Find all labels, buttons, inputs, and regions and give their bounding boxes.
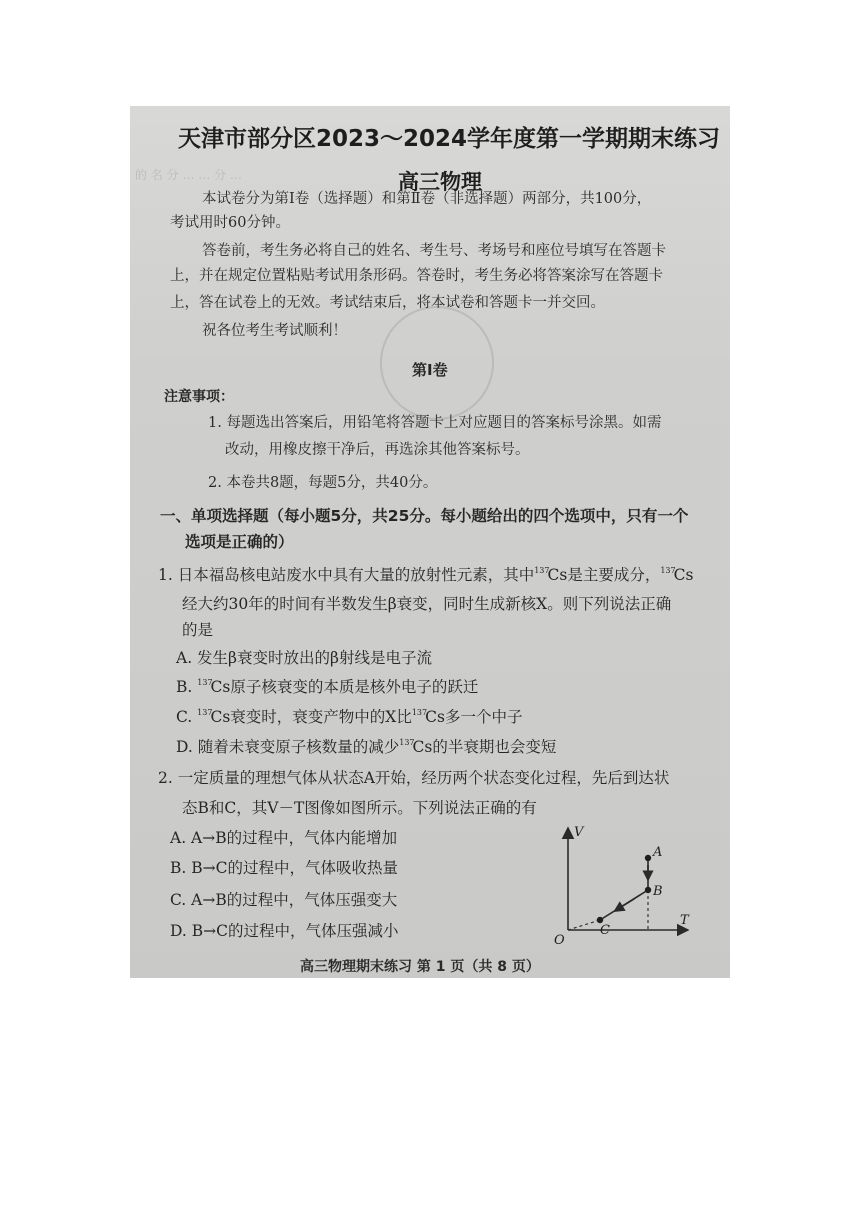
q1-option-c: C. $^{137}$Cs衰变时，衰变产物中的X比$^{137}$Cs多一个中子 [176,708,523,726]
page-footer: 高三物理期末练习 第 1 页（共 8 页） [300,959,540,975]
exam-page [130,106,730,978]
q2-option-c: C. A→B的过程中，气体压强变大 [170,891,398,909]
state-point-b [645,887,651,893]
isotope-cs137: $^{137}$Cs [660,566,694,584]
intro-line-3: 答卷前，考生务必将自己的姓名、考生号、考场号和座位号填写在答题卡 [202,243,666,259]
notes-item-1-cont: 改动，用橡皮擦干净后，再选涂其他答案标号。 [225,442,530,458]
q1-option-a: A. 发生β衰变时放出的β射线是电子流 [176,649,432,667]
q1-stem-line-1 [158,563,693,585]
origin-label: O [554,933,565,945]
point-c-label: C [600,923,610,938]
subject-title: 高三物理 [398,170,482,194]
notes-label: 注意事项： [164,389,234,405]
notes-item-2: 2. 本卷共8题，每题5分，共40分。 [208,475,438,491]
isotope-cs137: $^{137}$Cs [197,708,231,726]
exam-title: 天津市部分区2023～2024学年度第一学期期末练习 [178,126,721,152]
isotope-cs137: $^{137}$Cs [534,566,568,584]
q2-stem-line-1: 2. 一定质量的理想气体从状态A开始，经历两个状态变化过程，先后到达状 [158,769,670,787]
vt-graph [546,820,696,945]
q2-option-b: B. B→C的过程中，气体吸收热量 [170,859,398,877]
c-to-origin [568,920,600,930]
intro-line-4: 上，并在规定位置粘贴考试用条形码。答卷时，考生务必将答案涂写在答题卡 [170,268,663,284]
isotope-cs137: $^{137}$Cs [197,678,231,696]
q1-option-d: D. 随着未衰变原子核数量的减少$^{137}$Cs的半衰期也会变短 [176,738,557,756]
v-axis-label: V [574,825,584,840]
point-b-label: B [653,884,663,899]
t-axis-label: T [680,913,689,928]
section-heading: 一、单项选择题（每小题5分，共25分。每小题给出的四个选项中，只有一个 [160,507,689,525]
isotope-cs137: $^{137}$Cs [411,708,445,726]
bleed-through-text: 的 名 分 … … 分 … [135,168,242,182]
volume-label: 第Ⅰ卷 [412,361,448,379]
notes-item-1: 1. 每题选出答案后，用铅笔将答题卡上对应题目的答案标号涂黑。如需 [208,415,662,431]
q2-option-d: D. B→C的过程中，气体压强减小 [170,922,399,940]
q2-option-a: A. A→B的过程中，气体内能增加 [170,829,398,847]
isotope-cs137: $^{137}$Cs [399,738,433,756]
q2-stem-line-2: 态B和C，其V－T图像如图所示。下列说法正确的有 [182,799,537,817]
intro-line-1: 本试卷分为第Ⅰ卷（选择题）和第Ⅱ卷（非选择题）两部分，共100分， [202,191,652,207]
intro-line-6: 祝各位考生考试顺利！ [202,323,347,339]
state-point-a [645,855,651,861]
section-heading-cont: 选项是正确的） [185,533,294,551]
q1-option-b: B. $^{137}$Cs原子核衰变的本质是核外电子的跃迁 [176,678,479,696]
q1-stem-a: 1. 日本福岛核电站废水中具有大量的放射性元素，其中 [158,566,535,584]
point-a-label: A [653,845,663,860]
q1-stem-line-3: 的是 [182,621,214,639]
intro-line-5: 上，答在试卷上的无效。考试结束后，将本试卷和答题卡一并交回。 [170,295,605,311]
q1-stem-b: 是主要成分， [567,566,661,584]
intro-line-2: 考试用时60分钟。 [170,215,290,231]
q1-stem-line-2: 经大约30年的时间有半数发生β衰变，同时生成新核X。则下列说法正确 [182,595,672,613]
